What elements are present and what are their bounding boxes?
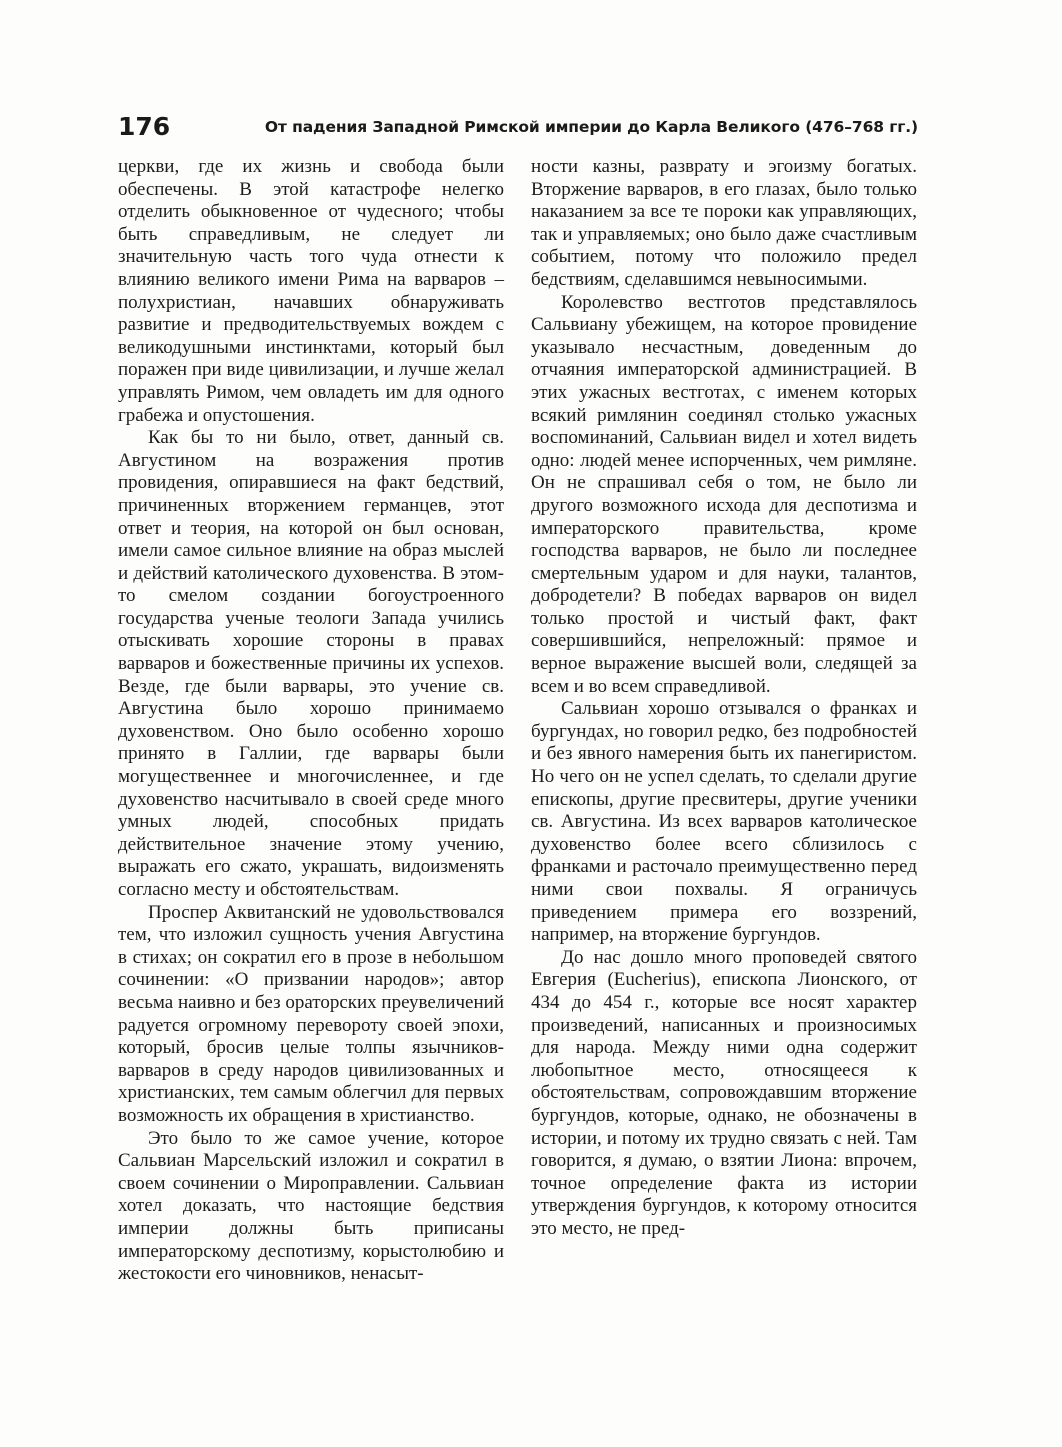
page-number: 176 [118, 112, 171, 141]
paragraph: церкви, где их жизнь и свобода были обеспечены. В этой катастрофе нелегко отделить обыкновенное от чудесного; чтобы быть справедливым, не следует ли значительную часть того чуда отнести к влиянию великого имени Рима на варваров – полухристиан, начавших обнаруживать развитие и предводительствуемых вождем с великодушными инстинктами, который был поражен при виде цивилизации, и лучше желал управлять Римом, чем овладеть им для одного грабежа и опустошения. [118, 156, 504, 426]
paragraph: Как бы то ни было, ответ, данный св. Августином на возражения против провидения, опиравшиеся на факт бедствий, причиненных вторжением германцев, этот ответ и теория, на которой он был основан, имели самое сильное влияние на образ мыслей и действий католического духовенства. В этом-то смелом создании богоустроенного государства ученые теологи Запада учились отыскивать хорошие стороны в правах варваров и божественные причины их успехов. Везде, где были варвары, это учение св. Августина было хорошо принимаемо духовенством. Оно было особенно хорошо принято в Галлии, где варвары были могущественнее и многочисленнее, и где духовенство насчитывало в своей среде много умных людей, способных придать действительное значение этому учению, выражать его сжато, украшать, видоизменять согласно месту и обстоятельствам. [118, 427, 504, 900]
paragraph: Это было то же самое учение, которое Сальвиан Марсельский изложил и сократил в своем сочинении о Мироправлении. Сальвиан хотел доказать, что настоящие бедствия империи должны быть приписаны императорскому деспотизму, корыстолюбию и жестокости его чиновников, ненасыт- [118, 1127, 504, 1285]
paragraph: Королевство вестготов представлялось Сальвиану убежищем, на которое провидение указывало несчастным, доведенным до отчаяния императорской администрацией. В этих ужасных вестготах, с именем которых всякий римлянин соединял столько ужасных воспоминаний, Сальвиан видел и хотел видеть одно: людей менее испорченных, чем римляне. Он не спрашивал себя о том, не было ли другого возможного исхода для деспотизма и императорского правительства, кроме господства варваров, не было ли последнее смертельным ударом и для науки, талантов, добродетели? В победах варваров он видел только простой и чистый факт, факт совершившийся, непреложный: прямое и верное выражение высшей воли, следящей за всем и во всем справедливой. [531, 291, 917, 697]
paragraph: Сальвиан хорошо отзывался о франках и бургундах, но говорил редко, без подробностей и без явного намерения быть их панегиристом. Но чего он не успел сделать, то сделали другие епископы, другие пресвитеры, другие ученики св. Августина. Из всех варваров католическое духовенство более всего сблизилось с франками и расточало преимущественно перед ними свои похвалы. Я ограничусь приведением примера его воззрений, например, на вторжение бургундов. [531, 698, 917, 946]
paragraph: До нас дошло много проповедей святого Евгерия (Eucherius), епископа Лионского, от 434 до 454 г., которые все носят характер произведений, написанных и произносимых для народа. Между ними одна содержит любопытное место, относящееся к обстоятельствам, сопровождавшим вторжение бургундов, которые, однако, не обозначены в истории, и потому их трудно связать с ней. Там говорится, я думаю, о взятии Лиона: впрочем, точное определение факта из истории утверждения бургундов, к которому относится это место, не пред- [531, 946, 917, 1239]
running-title: От падения Западной Римской империи до Карла Великого (476–768 гг.) [264, 118, 918, 136]
page-header [118, 112, 918, 142]
left-column [118, 156, 504, 1286]
right-column [531, 156, 917, 1241]
paragraph: ности казны, разврату и эгоизму богатых. Вторжение варваров, в его глазах, было только наказанием за все те пороки как управляющих, так и управляемых; оно было даже счастливым событием, потому что положило предел бедствиям, сделавшимся невыносимыми. [531, 156, 917, 290]
paragraph: Проспер Аквитанский не удовольствовался тем, что изложил сущность учения Августина в стихах; он сократил его в прозе в небольшом сочинении: «О призвании народов»; автор весьма наивно и без ораторских преувеличений радуется огромному перевороту своей эпохи, который, бросив целые толпы язычников-варваров в среду народов цивилизованных и христианских, тем самым облегчил для первых возможность их обращения в христианство. [118, 901, 504, 1126]
